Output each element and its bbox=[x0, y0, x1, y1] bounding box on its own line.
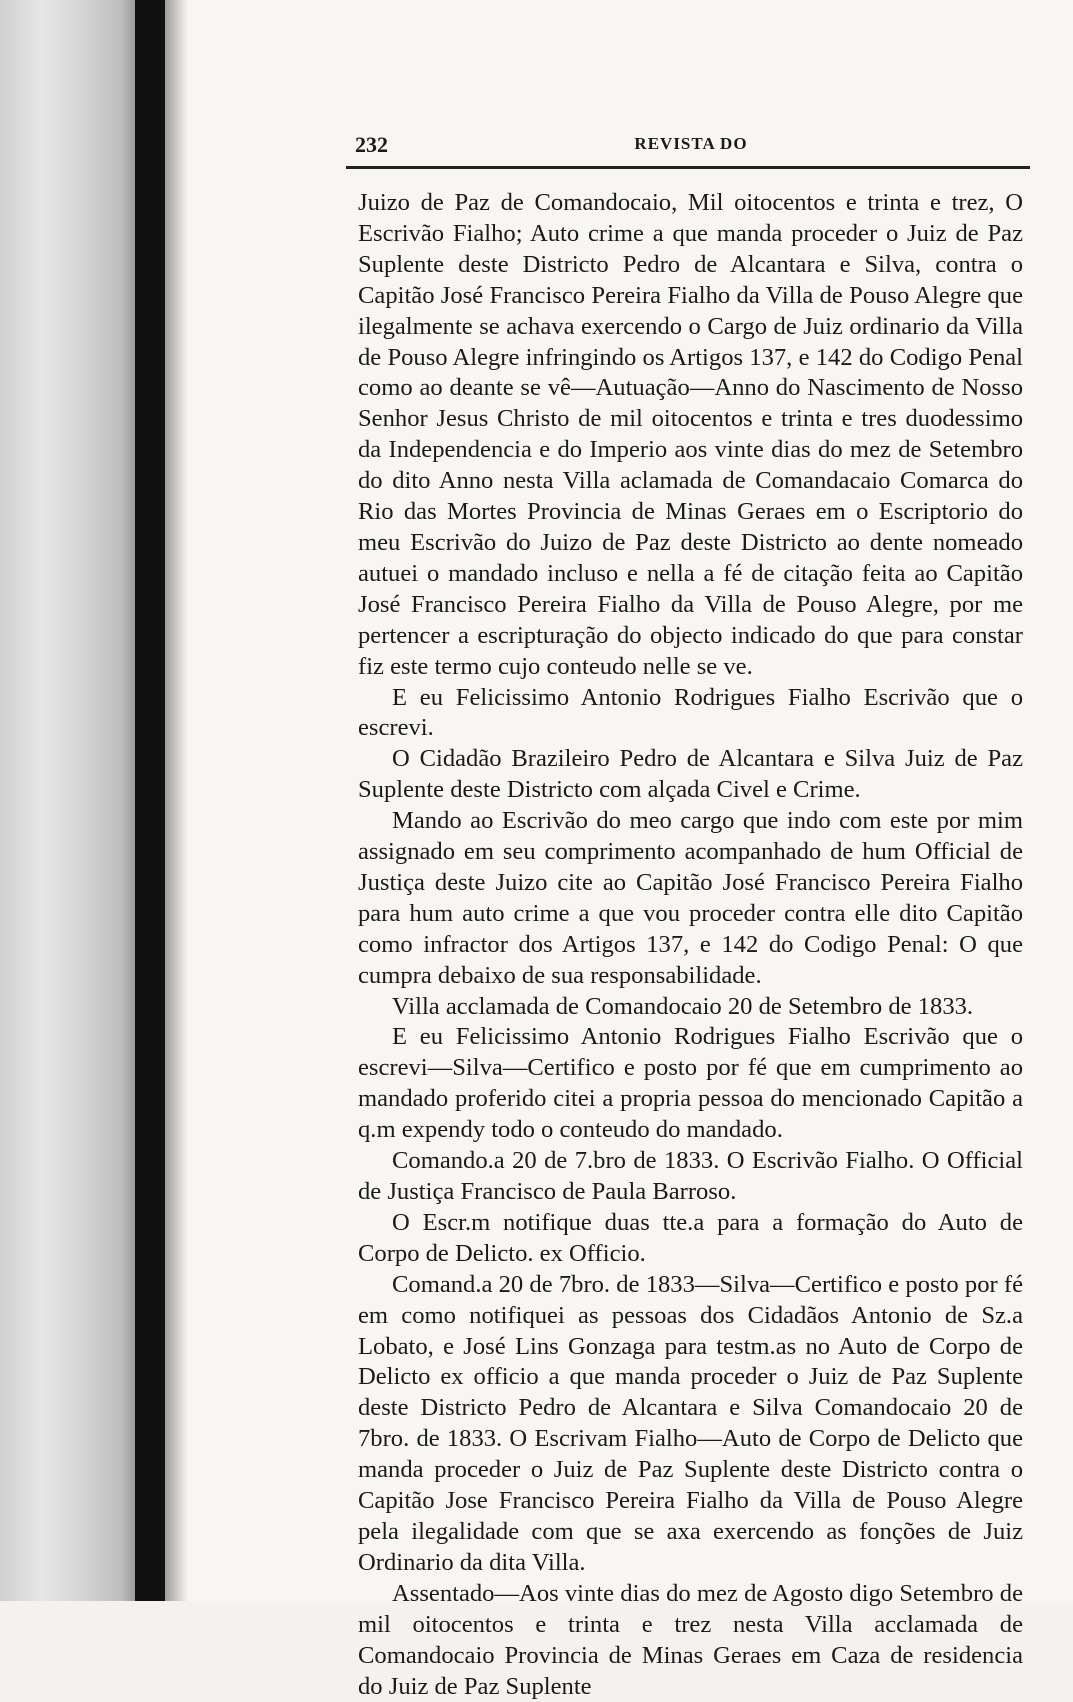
paragraph: Juizo de Paz de Comandocaio, Mil oitocentos e trinta e trez, O Escrivão Fialho; Auto crime a que manda proceder o Juiz de Paz Suplente deste Districto Pedro de Alcantara e Silva, contra o Capitão José Francisco Pereira Fialho da Villa de Pouso Alegre que ilegalmente se achava exercendo o Cargo de Juiz ordinario da Villa de Pouso Alegre infringindo os Artigos 137, e 142 do Codigo Penal como ao deante se vê—Autuação—Anno do Nascimento de Nosso Senhor Jesus Christo de mil oitocentos e trinta e tres duodessimo da Independencia e do Imperio aos vinte dias do mez de Setembro do dito Anno nesta Villa aclamada de Comandacaio Comarca do Rio das Mortes Provincia de Minas Geraes em o Escriptorio do meu Escrivão do Juizo de Paz deste Districto ao dente nomeado autuei o mandado incluso e nella a fé de citação feita ao Capitão José Francisco Pereira Fialho da Villa de Pouso Alegre, por me pertencer a escripturação do objecto indicado do que para constar fiz este termo cujo conteudo nelle se ve. bbox=[358, 189, 1023, 680]
paragraph: E eu Felicissimo Antonio Rodrigues Fialho Escrivão que o escrevi—Silva—Certifico e posto por fé que em cumprimento ao mandado proferido citei a propria pessoa do mencionado Capitão a q.m expendy todo o conteudo do mandado. bbox=[358, 1023, 1023, 1144]
header-rule bbox=[346, 166, 1030, 169]
paragraph: Comando.a 20 de 7.bro de 1833. O Escrivão Fialho. O Official de Justiça Francisco de Paula Barroso. bbox=[358, 1147, 1023, 1205]
adjacent-page-edge bbox=[0, 0, 135, 1601]
paragraph: Mando ao Escrivão do meo cargo que indo com este por mim assignado em seu comprimento acompanhado de hum Official de Justiça deste Juizo cite ao Capitão José Francisco Pereira Fialho para hum auto crime a que vou proceder contra elle dito Capitão como infractor dos Artigos 137, e 142 do Codigo Penal: O que cumpra debaixo de sua responsabilidade. bbox=[358, 807, 1023, 989]
paragraph: Villa acclamada de Comandocaio 20 de Setembro de 1833. bbox=[392, 992, 974, 1020]
page-number: 232 bbox=[355, 132, 388, 157]
page-header bbox=[355, 132, 1027, 160]
paragraph: Assentado—Aos vinte dias do mez de Agosto digo Setembro de mil oitocentos e trinta e trez nesta Villa acclamada de Comandocaio Provincia de Minas Geraes em Caza de residencia do Juiz de Paz Suplente bbox=[358, 1579, 1023, 1700]
paragraph: Comand.a 20 de 7bro. de 1833—Silva—Certifico e posto por fé em como notifiquei as pessoas dos Cidadãos Antonio de Sz.a Lobato, e José Lins Gonzaga para testm.as no Auto de Corpo de Delicto ex officio a que manda proceder o Juiz de Paz Suplente deste Districto Pedro de Alcantara e Silva Comandocaio 20 de 7bro. de 1833. O Escrivam Fialho—Auto de Corpo de Delicto que manda proceder o Juiz de Paz Suplente deste Districto contra o Capitão Jose Francisco Pereira Fialho da Villa de Pouso Alegre pela ilegalidade com que se axa exercendo as fonções de Juiz Ordinario da dita Villa. bbox=[358, 1270, 1023, 1576]
paragraph: O Cidadão Brazileiro Pedro de Alcantara e Silva Juiz de Paz Suplente deste Districto com alçada Civel e Crime. bbox=[358, 745, 1023, 804]
spine-shadow bbox=[165, 0, 187, 1601]
running-title: REVISTA DO bbox=[634, 134, 748, 153]
paragraph: E eu Felicissimo Antonio Rodrigues Fialho Escrivão que o escrevi. bbox=[358, 683, 1023, 742]
book-spine bbox=[135, 0, 165, 1601]
paragraph: O Escr.m notifique duas tte.a para a formação do Auto de Corpo de Delicto. ex Officio. bbox=[358, 1208, 1023, 1267]
body-text bbox=[358, 188, 1023, 1702]
